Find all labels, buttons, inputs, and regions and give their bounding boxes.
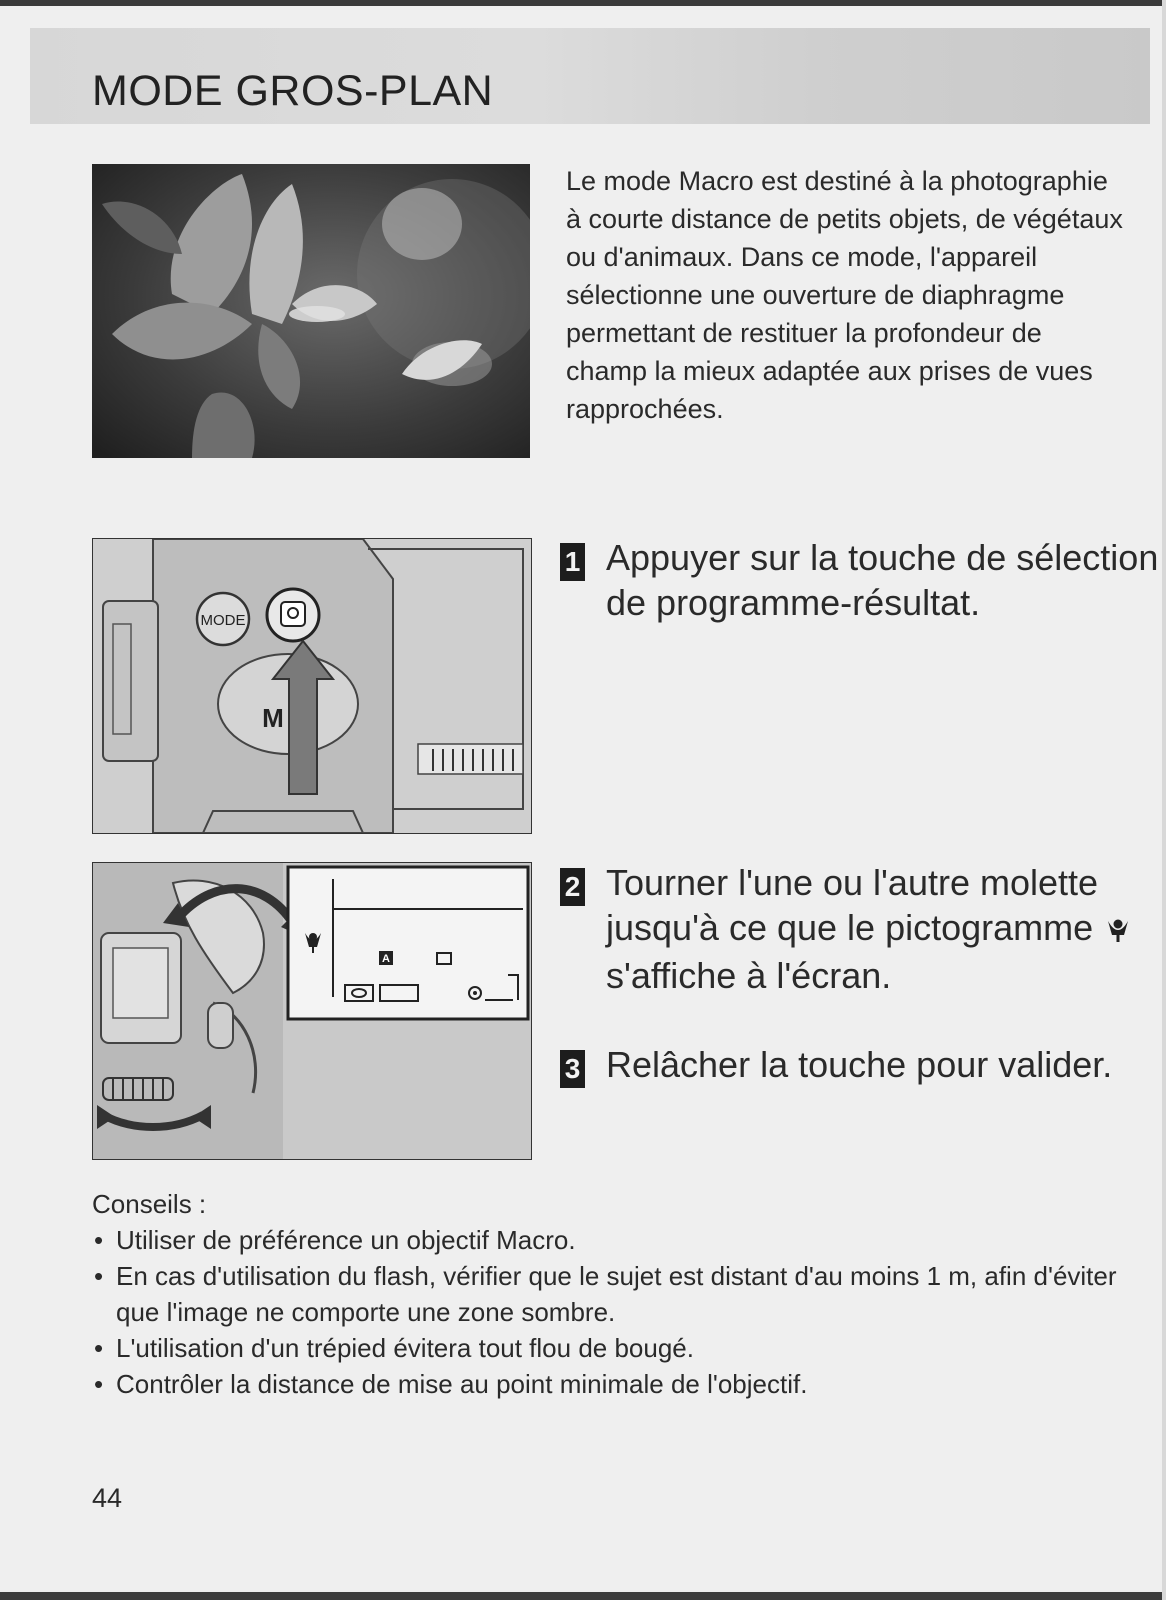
step-2-text-after: s'affiche à l'écran. [606, 954, 892, 996]
page-edge [1162, 0, 1166, 1600]
step-2-text [606, 860, 1166, 998]
page-number: 44 [92, 1483, 123, 1513]
mode-button-label: MODE [200, 612, 246, 629]
step-1-number: 1 [560, 543, 585, 581]
flower-icon [1103, 908, 1133, 953]
tip-item: • Utiliser de préférence un objectif Macro. [92, 1222, 1122, 1258]
top-rule [0, 0, 1166, 6]
page-title: MODE GROS-PLAN [92, 67, 494, 115]
step-2-number: 2 [560, 868, 585, 906]
bottom-rule [0, 1592, 1166, 1600]
step-3-text: Relâcher la touche pour valider. [606, 1044, 1113, 1085]
tips-title: Conseils : [92, 1189, 207, 1219]
intro-paragraph: Le mode Macro est destiné à la photographie à courte distance de petits objets, de végétaux ou d'animaux. Dans ce mode, l'appareil sélectionne une ouverture de diaphragme permettant de restituer la profondeur de champ la mieux adaptée aux prises de vues rapprochées. [566, 166, 1123, 424]
dial-label: M [262, 703, 284, 733]
tip-item: • En cas d'utilisation du flash, vérifier que le sujet est distant d'au moins 1 m, afin d'éviter que l'image ne comporte une zone sombre. [92, 1258, 1122, 1330]
lcd-exposure-mode: A [382, 953, 390, 965]
tips-section [92, 1186, 1122, 1402]
macro-photo [92, 164, 530, 458]
dial-and-lcd-illustration [92, 862, 532, 1160]
step-2-text-before: Tourner l'une ou l'autre molette jusqu'à ce que le pictogramme [606, 862, 1099, 948]
step-1-text: Appuyer sur la touche de sélection de programme-résultat. [606, 537, 1159, 623]
tips-list [92, 1222, 1122, 1402]
step-3-number: 3 [560, 1050, 585, 1088]
tip-item: • L'utilisation d'un trépied évitera tout flou de bougé. [92, 1330, 1122, 1366]
tip-item: • Contrôler la distance de mise au point minimale de l'objectif. [92, 1366, 1122, 1402]
camera-top-illustration [92, 538, 532, 834]
